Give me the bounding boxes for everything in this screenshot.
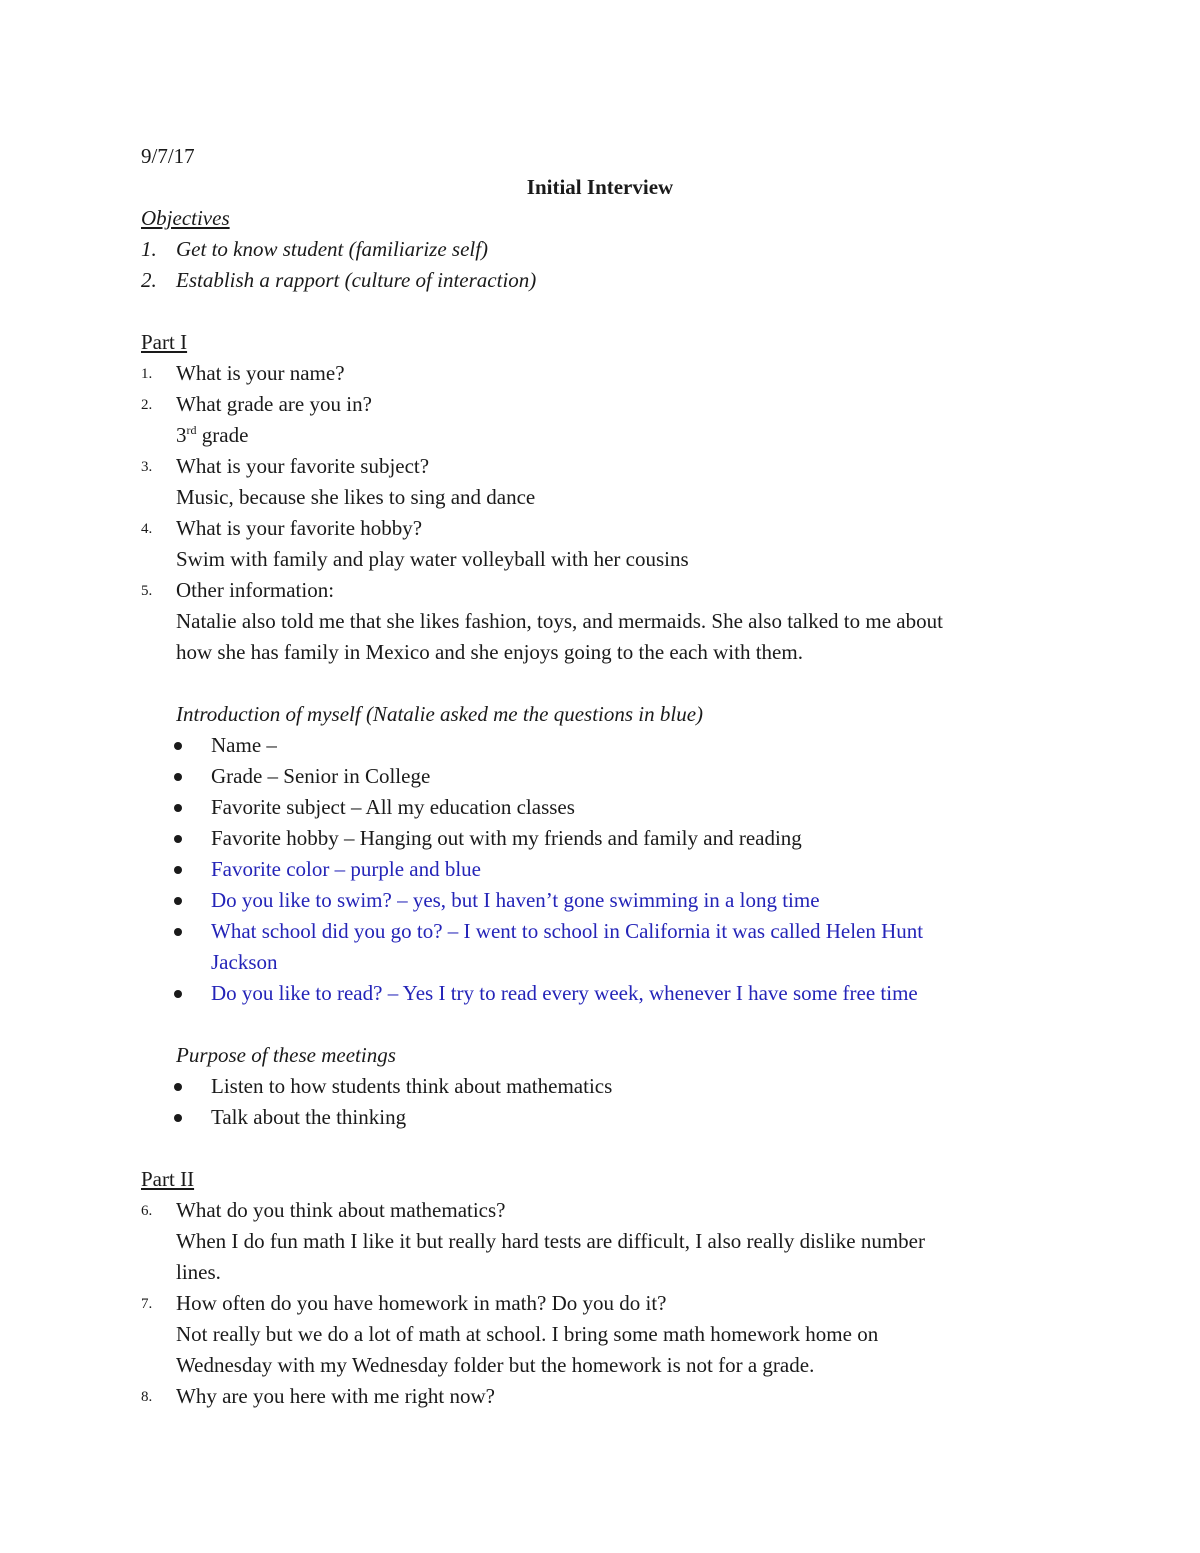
objective-item: Get to know student (familiarize self) xyxy=(176,237,489,261)
answer-text: lines. xyxy=(176,1260,221,1284)
bullet-icon xyxy=(174,835,182,843)
answer-text: Not really but we do a lot of math at school. I bring some math homework home on xyxy=(176,1322,879,1346)
intro-item-blue: Jackson xyxy=(211,950,278,974)
document-title: Initial Interview xyxy=(526,175,674,199)
part-one-heading: Part I xyxy=(141,330,188,354)
objective-item: Establish a rapport (culture of interaction) xyxy=(176,268,537,292)
answer-text: When I do fun math I like it but really hard tests are difficult, I also really dislike number xyxy=(176,1229,925,1253)
bullet-icon xyxy=(174,928,182,936)
objective-number: 2. xyxy=(141,268,157,292)
bullet-icon xyxy=(174,773,182,781)
question-text: What is your name? xyxy=(176,361,345,385)
answer-text: how she has family in Mexico and she enjoys going to the each with them. xyxy=(176,640,803,664)
part-two-heading: Part II xyxy=(141,1167,195,1191)
intro-item: Name – xyxy=(211,733,277,757)
question-number: 4. xyxy=(141,521,153,537)
intro-item-blue: What school did you go to? – I went to school in California it was called Helen Hunt xyxy=(211,919,924,943)
question-number: 2. xyxy=(141,397,153,413)
question-number: 3. xyxy=(141,459,153,475)
intro-item: Favorite subject – All my education classes xyxy=(211,795,575,819)
answer-text: Music, because she likes to sing and dance xyxy=(176,485,536,509)
question-number: 1. xyxy=(141,366,153,382)
document-date: 9/7/17 xyxy=(141,144,195,168)
question-text: What is your favorite hobby? xyxy=(176,516,423,540)
question-number: 8. xyxy=(141,1389,153,1405)
bullet-icon xyxy=(174,866,182,874)
question-number: 7. xyxy=(141,1296,153,1312)
question-text: Why are you here with me right now? xyxy=(176,1384,495,1408)
question-text: What is your favorite subject? xyxy=(176,454,430,478)
purpose-heading: Purpose of these meetings xyxy=(176,1043,396,1067)
answer-text: Wednesday with my Wednesday folder but the homework is not for a grade. xyxy=(176,1353,815,1377)
purpose-item: Talk about the thinking xyxy=(211,1105,407,1129)
bullet-icon xyxy=(174,897,182,905)
bullet-icon xyxy=(174,1083,182,1091)
intro-item: Favorite hobby – Hanging out with my friends and family and reading xyxy=(211,826,802,850)
bullet-icon xyxy=(174,804,182,812)
answer-text: 3rd grade xyxy=(176,423,249,447)
bullet-icon xyxy=(174,742,182,750)
question-number: 5. xyxy=(141,583,153,599)
objectives-heading: Objectives xyxy=(141,206,230,230)
purpose-item: Listen to how students think about mathematics xyxy=(211,1074,613,1098)
intro-item-blue: Do you like to read? – Yes I try to read every week, whenever I have some free time xyxy=(211,981,918,1005)
question-text: How often do you have homework in math? Do you do it? xyxy=(176,1291,667,1315)
question-text: Other information: xyxy=(176,578,335,602)
intro-item-blue: Favorite color – purple and blue xyxy=(211,857,482,881)
intro-item-blue: Do you like to swim? – yes, but I haven’t gone swimming in a long time xyxy=(211,888,820,912)
question-number: 6. xyxy=(141,1203,153,1219)
objective-number: 1. xyxy=(141,237,157,261)
intro-heading: Introduction of myself (Natalie asked me the questions in blue) xyxy=(176,702,704,726)
answer-text: Swim with family and play water volleyball with her cousins xyxy=(176,547,689,571)
intro-item: Grade – Senior in College xyxy=(211,764,431,788)
bullet-icon xyxy=(174,990,182,998)
question-text: What grade are you in? xyxy=(176,392,372,416)
question-text: What do you think about mathematics? xyxy=(176,1198,506,1222)
answer-text: Natalie also told me that she likes fashion, toys, and mermaids. She also talked to me about xyxy=(176,609,943,633)
bullet-icon xyxy=(174,1114,182,1122)
